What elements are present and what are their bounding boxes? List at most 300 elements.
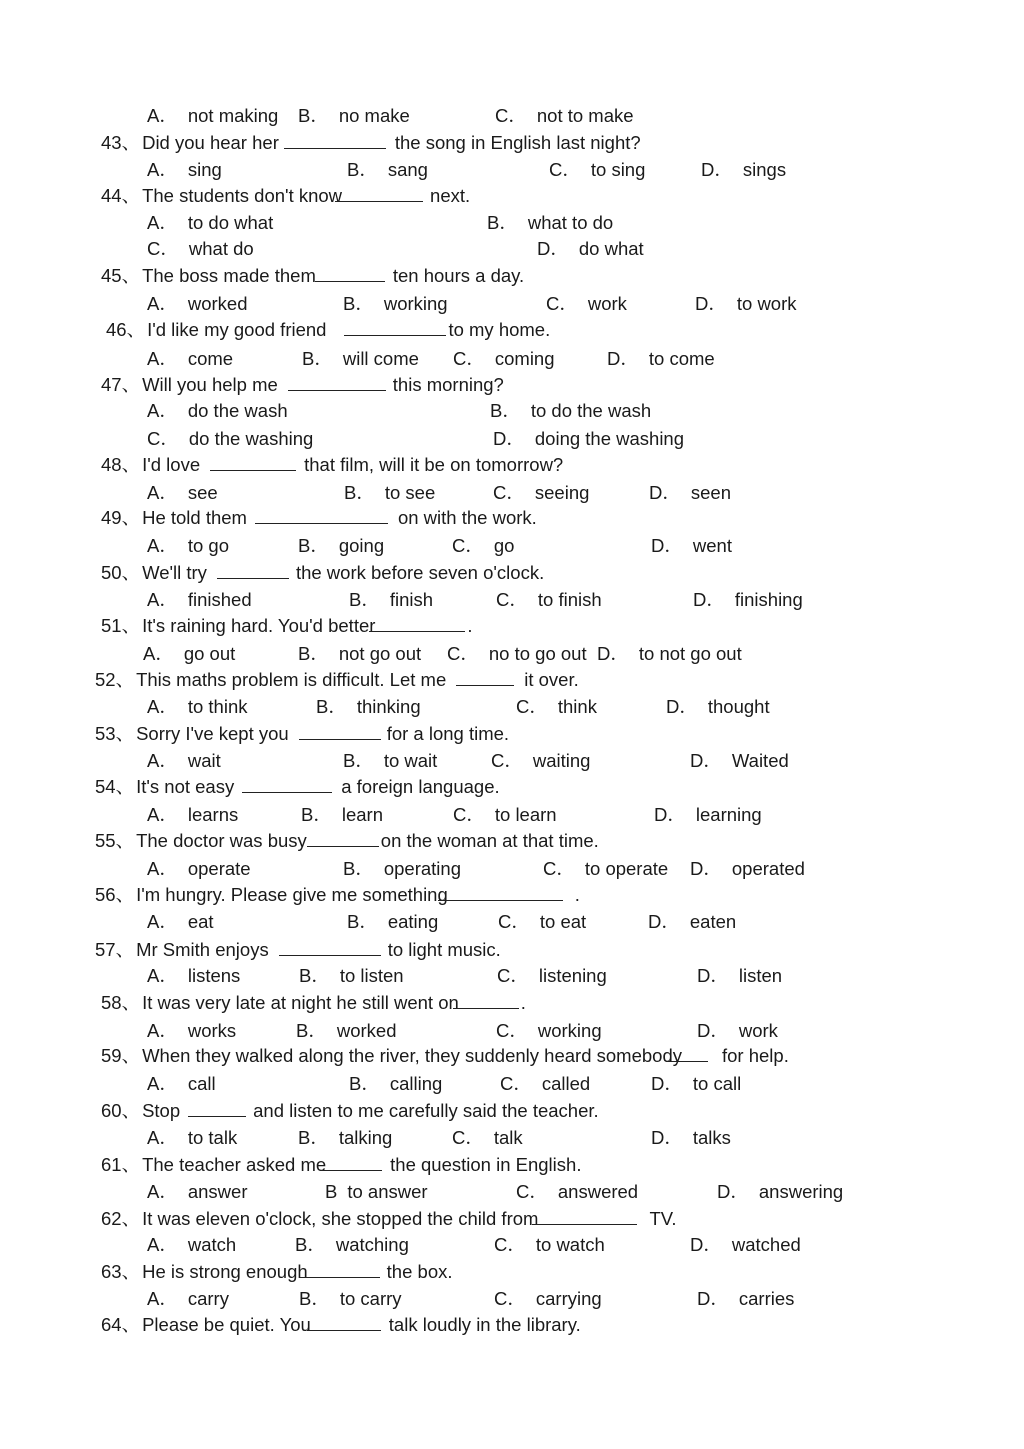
question-text xyxy=(95,666,579,693)
answer-option xyxy=(147,693,248,720)
question-number: 58、 xyxy=(101,992,141,1013)
option-text: called xyxy=(541,1073,591,1094)
question-number: 64、 xyxy=(101,1314,141,1335)
answer-option xyxy=(494,1231,605,1258)
answer-blank xyxy=(532,1207,637,1225)
answer-blank xyxy=(307,829,379,847)
option-text: seeing xyxy=(534,482,590,503)
question-text xyxy=(101,371,504,398)
option-text: operating xyxy=(383,858,461,879)
answer-option xyxy=(147,102,278,129)
answer-blank xyxy=(217,561,289,579)
option-text: watch xyxy=(187,1234,237,1255)
option-text: sings xyxy=(742,159,787,180)
option-letter: A． xyxy=(147,293,178,314)
answer-blank xyxy=(456,668,514,686)
option-letter: A． xyxy=(147,696,178,717)
answer-option xyxy=(147,1285,229,1312)
answer-option xyxy=(347,908,438,935)
answer-option xyxy=(347,156,428,183)
option-letter: A． xyxy=(143,643,174,664)
answer-option xyxy=(493,479,589,506)
question-stem-before: It was eleven o'clock, she stopped the child from xyxy=(142,1208,539,1229)
option-text: do the wash xyxy=(187,400,288,421)
option-text: no to go out xyxy=(488,643,587,664)
answer-option xyxy=(147,156,222,183)
question-stem-after: for help. xyxy=(721,1045,789,1066)
option-letter: B． xyxy=(349,589,380,610)
answer-option xyxy=(516,1178,638,1205)
answer-option xyxy=(498,908,586,935)
answer-option xyxy=(147,209,273,236)
answer-option xyxy=(537,235,644,262)
question-number: 48、 xyxy=(101,454,141,475)
option-letter: B． xyxy=(347,911,378,932)
option-letter: A． xyxy=(147,1288,178,1309)
option-letter: D． xyxy=(651,1073,683,1094)
question-text xyxy=(101,1311,581,1338)
answer-option xyxy=(543,855,668,882)
answer-blank xyxy=(210,453,296,471)
option-text: to not go out xyxy=(638,643,742,664)
answer-option xyxy=(147,1017,236,1044)
answer-option xyxy=(344,479,435,506)
question-stem-after: for a long time. xyxy=(386,723,510,744)
option-letter: D． xyxy=(537,238,569,259)
question-number: 55、 xyxy=(95,830,135,851)
question-number: 45、 xyxy=(101,265,141,286)
option-letter: C． xyxy=(452,535,484,556)
option-letter: C． xyxy=(516,1181,548,1202)
option-text: works xyxy=(187,1020,237,1041)
option-letter: A． xyxy=(147,750,178,771)
option-text: to do the wash xyxy=(530,400,652,421)
answer-option xyxy=(693,586,803,613)
question-text xyxy=(101,451,563,478)
answer-option xyxy=(717,1178,843,1205)
question-stem-after: the work before seven o'clock. xyxy=(295,562,545,583)
question-number: 50、 xyxy=(101,562,141,583)
question-number: 54、 xyxy=(95,776,135,797)
question-stem-after: talk loudly in the library. xyxy=(388,1314,581,1335)
option-letter: C． xyxy=(453,804,485,825)
option-text: sang xyxy=(387,159,428,180)
answer-option xyxy=(302,345,419,372)
option-letter: D． xyxy=(690,750,722,771)
option-letter: A． xyxy=(147,400,178,421)
answer-option xyxy=(651,1124,731,1151)
option-letter: D． xyxy=(651,535,683,556)
question-stem-before: I'm hungry. Please give me something xyxy=(136,884,448,905)
option-text: will come xyxy=(342,348,419,369)
question-stem-before: The doctor was busy xyxy=(136,830,307,851)
question-stem-after: that film, will it be on tomorrow? xyxy=(304,454,564,475)
option-text: eaten xyxy=(689,911,737,932)
answer-option xyxy=(648,908,736,935)
option-text: worked xyxy=(187,293,248,314)
question-stem-after: . xyxy=(467,615,473,636)
question-stem-before: Will you help me xyxy=(142,374,278,395)
answer-option xyxy=(295,1231,409,1258)
answer-option xyxy=(452,1124,523,1151)
answer-option xyxy=(147,586,252,613)
answer-option xyxy=(147,747,221,774)
option-text: learn xyxy=(341,804,383,825)
answer-blank xyxy=(438,883,563,901)
question-number: 62、 xyxy=(101,1208,141,1229)
option-text: to do what xyxy=(187,212,274,233)
question-stem-before: It's raining hard. You'd better xyxy=(142,615,376,636)
option-text: seen xyxy=(690,482,731,503)
question-text xyxy=(106,316,550,343)
question-stem-after: to my home. xyxy=(448,319,551,340)
answer-blank xyxy=(369,614,465,632)
option-text: wait xyxy=(187,750,221,771)
answer-blank xyxy=(335,184,423,202)
option-letter: A． xyxy=(147,212,178,233)
question-stem-after: TV. xyxy=(649,1208,677,1229)
option-text: finish xyxy=(389,589,434,610)
option-letter: A． xyxy=(147,1073,178,1094)
option-letter: D． xyxy=(607,348,639,369)
answer-blank xyxy=(344,318,446,336)
option-text: eating xyxy=(387,911,439,932)
option-letter: B． xyxy=(296,1020,327,1041)
answer-option xyxy=(147,908,214,935)
option-text: to listen xyxy=(339,965,404,986)
option-text: talks xyxy=(692,1127,731,1148)
question-number: 63、 xyxy=(101,1261,141,1282)
answer-option xyxy=(343,290,448,317)
option-letter: A． xyxy=(147,105,178,126)
option-letter: D． xyxy=(695,293,727,314)
option-letter: B． xyxy=(344,482,375,503)
option-text: call xyxy=(187,1073,216,1094)
option-text: to eat xyxy=(539,911,587,932)
question-stem-after: on with the work. xyxy=(397,507,537,528)
option-letter: D． xyxy=(649,482,681,503)
answer-blank xyxy=(307,1313,381,1331)
question-text xyxy=(101,129,641,156)
question-number: 44、 xyxy=(101,185,141,206)
option-letter: A． xyxy=(147,159,178,180)
answer-option xyxy=(491,747,590,774)
option-letter: C． xyxy=(497,965,529,986)
option-letter: C． xyxy=(447,643,479,664)
option-letter: D． xyxy=(697,1020,729,1041)
answer-option xyxy=(493,425,684,452)
question-stem-before: It was very late at night he still went on xyxy=(142,992,459,1013)
option-text: not making xyxy=(187,105,279,126)
option-text: to sing xyxy=(590,159,646,180)
option-letter: A． xyxy=(147,1020,178,1041)
answer-option xyxy=(690,855,805,882)
question-stem-before: Did you hear her xyxy=(142,132,279,153)
option-letter: A． xyxy=(147,804,178,825)
option-letter: C． xyxy=(491,750,523,771)
answer-option xyxy=(697,1017,778,1044)
option-letter: B． xyxy=(302,348,333,369)
option-letter: B xyxy=(325,1181,338,1202)
option-letter: D． xyxy=(693,589,725,610)
option-letter: C． xyxy=(496,589,528,610)
answer-option xyxy=(516,693,597,720)
option-letter: C． xyxy=(516,696,548,717)
option-letter: A． xyxy=(147,535,178,556)
answer-option xyxy=(500,1070,590,1097)
answer-option xyxy=(487,209,613,236)
answer-blank xyxy=(300,1260,380,1278)
answer-option xyxy=(597,640,742,667)
option-text: going xyxy=(338,535,385,556)
option-letter: C． xyxy=(147,238,179,259)
question-stem-before: When they walked along the river, they suddenly heard somebody xyxy=(142,1045,682,1066)
option-letter: B． xyxy=(301,804,332,825)
answer-option xyxy=(490,397,651,424)
option-text: eat xyxy=(187,911,214,932)
answer-option xyxy=(697,962,782,989)
answer-option xyxy=(349,586,433,613)
option-letter: C． xyxy=(543,858,575,879)
option-text: to wait xyxy=(383,750,438,771)
option-letter: C． xyxy=(546,293,578,314)
option-letter: C． xyxy=(453,348,485,369)
option-text: worked xyxy=(336,1020,397,1041)
option-letter: C． xyxy=(494,1234,526,1255)
option-letter: C． xyxy=(147,428,179,449)
answer-option xyxy=(147,479,218,506)
option-text: thinking xyxy=(356,696,421,717)
option-letter: A． xyxy=(147,1234,178,1255)
option-letter: D． xyxy=(651,1127,683,1148)
question-text xyxy=(101,182,470,209)
option-letter: B． xyxy=(490,400,521,421)
option-text: Waited xyxy=(731,750,789,771)
option-letter: B． xyxy=(298,535,329,556)
answer-option xyxy=(147,801,238,828)
answer-option xyxy=(651,1070,741,1097)
answer-blank xyxy=(315,264,385,282)
question-number: 52、 xyxy=(95,669,135,690)
answer-option xyxy=(147,425,313,452)
question-stem-after: and listen to me carefully said the teacher. xyxy=(253,1100,599,1121)
option-letter: A． xyxy=(147,482,178,503)
answer-option xyxy=(690,1231,801,1258)
option-letter: D． xyxy=(697,965,729,986)
option-text: waiting xyxy=(532,750,591,771)
answer-option xyxy=(147,962,240,989)
option-letter: D． xyxy=(597,643,629,664)
question-stem-after: on the woman at that time. xyxy=(380,830,599,851)
question-stem-after: a foreign language. xyxy=(341,776,500,797)
option-text: carry xyxy=(187,1288,229,1309)
answer-option xyxy=(651,532,732,559)
option-text: operate xyxy=(187,858,251,879)
option-text: finished xyxy=(187,589,252,610)
answer-option xyxy=(452,532,514,559)
option-letter: D． xyxy=(690,1234,722,1255)
question-text xyxy=(101,1205,677,1232)
option-letter: A． xyxy=(147,589,178,610)
question-number: 43、 xyxy=(101,132,141,153)
answer-option xyxy=(695,290,797,317)
option-text: talking xyxy=(338,1127,393,1148)
option-text: carrying xyxy=(535,1288,602,1309)
option-letter: D． xyxy=(654,804,686,825)
option-text: calling xyxy=(389,1073,443,1094)
option-text: listen xyxy=(738,965,783,986)
answer-option xyxy=(147,345,233,372)
question-stem-before: It's not easy xyxy=(136,776,235,797)
question-number: 57、 xyxy=(95,939,135,960)
option-text: doing the washing xyxy=(534,428,685,449)
option-letter: B． xyxy=(349,1073,380,1094)
answer-option xyxy=(147,855,251,882)
question-text xyxy=(95,936,501,963)
option-letter: B． xyxy=(299,965,330,986)
answer-option xyxy=(453,345,555,372)
answer-blank xyxy=(284,131,386,149)
question-text xyxy=(101,262,524,289)
option-letter: C． xyxy=(495,105,527,126)
option-text: sing xyxy=(187,159,222,180)
answer-option xyxy=(147,1124,237,1151)
question-number: 56、 xyxy=(95,884,135,905)
option-letter: D． xyxy=(648,911,680,932)
question-stem-after: the box. xyxy=(386,1261,453,1282)
option-letter: A． xyxy=(147,1181,178,1202)
answer-option xyxy=(147,1178,247,1205)
option-letter: B． xyxy=(343,293,374,314)
answer-option xyxy=(298,532,384,559)
option-text: learns xyxy=(187,804,239,825)
question-number: 59、 xyxy=(101,1045,141,1066)
option-text: to call xyxy=(692,1073,742,1094)
question-number: 53、 xyxy=(95,723,135,744)
option-text: go xyxy=(493,535,515,556)
question-text xyxy=(95,827,599,854)
option-letter: C． xyxy=(496,1020,528,1041)
answer-option xyxy=(549,156,645,183)
question-stem-after: this morning? xyxy=(392,374,504,395)
question-stem-before: The boss made them xyxy=(142,265,316,286)
option-text: to carry xyxy=(339,1288,402,1309)
option-text: do what xyxy=(578,238,644,259)
option-letter: B． xyxy=(299,1288,330,1309)
option-text: what do xyxy=(188,238,254,259)
answer-option xyxy=(649,479,731,506)
option-text: come xyxy=(187,348,234,369)
option-letter: A． xyxy=(147,1127,178,1148)
question-text xyxy=(95,881,580,908)
answer-option xyxy=(299,962,404,989)
option-letter: A． xyxy=(147,965,178,986)
answer-option xyxy=(147,532,229,559)
answer-option xyxy=(496,586,602,613)
answer-blank xyxy=(299,722,381,740)
option-letter: D． xyxy=(697,1288,729,1309)
question-stem-before: He told them xyxy=(142,507,247,528)
option-letter: D． xyxy=(493,428,525,449)
option-text: listens xyxy=(187,965,241,986)
option-letter: C． xyxy=(494,1288,526,1309)
answer-option xyxy=(325,1178,428,1205)
option-text: not to make xyxy=(536,105,634,126)
option-text: to watch xyxy=(535,1234,605,1255)
answer-blank xyxy=(188,1099,246,1117)
option-text: answer xyxy=(187,1181,248,1202)
answer-option xyxy=(697,1285,794,1312)
option-text: coming xyxy=(494,348,555,369)
option-letter: A． xyxy=(147,858,178,879)
option-letter: C． xyxy=(498,911,530,932)
option-letter: B． xyxy=(295,1234,326,1255)
answer-blank xyxy=(279,938,381,956)
answer-option xyxy=(301,801,383,828)
question-text xyxy=(101,1097,599,1124)
answer-blank xyxy=(255,506,388,524)
option-text: go out xyxy=(183,643,236,664)
option-letter: D． xyxy=(690,858,722,879)
question-stem-after: the song in English last night? xyxy=(394,132,641,153)
option-text: to operate xyxy=(584,858,669,879)
answer-option xyxy=(497,962,607,989)
option-text: no make xyxy=(338,105,410,126)
answer-option xyxy=(701,156,786,183)
question-text xyxy=(101,612,473,639)
option-letter: D． xyxy=(701,159,733,180)
option-text: work xyxy=(738,1020,778,1041)
answer-option xyxy=(147,1231,236,1258)
option-text: to learn xyxy=(494,804,557,825)
question-stem-before: Mr Smith enjoys xyxy=(136,939,269,960)
option-text: finishing xyxy=(734,589,803,610)
option-text: to think xyxy=(187,696,248,717)
answer-option xyxy=(143,640,235,667)
option-text: carries xyxy=(738,1288,795,1309)
option-text: answered xyxy=(557,1181,639,1202)
option-text: watched xyxy=(731,1234,801,1255)
answer-option xyxy=(299,1285,402,1312)
option-text: working xyxy=(383,293,448,314)
question-number: 60、 xyxy=(101,1100,141,1121)
question-number: 61、 xyxy=(101,1154,141,1175)
option-text: thought xyxy=(707,696,770,717)
answer-option xyxy=(690,747,789,774)
option-text: to come xyxy=(648,348,715,369)
answer-option xyxy=(496,1017,602,1044)
question-stem-after: to light music. xyxy=(387,939,501,960)
answer-option xyxy=(147,235,254,262)
option-letter: A． xyxy=(147,348,178,369)
option-text: to go xyxy=(187,535,229,556)
answer-blank xyxy=(288,373,386,391)
option-text: listening xyxy=(538,965,607,986)
question-stem-after: it over. xyxy=(524,669,579,690)
option-letter: D． xyxy=(666,696,698,717)
question-text xyxy=(95,720,509,747)
option-text: not go out xyxy=(338,643,422,664)
answer-option xyxy=(654,801,762,828)
answer-option xyxy=(147,1070,216,1097)
option-text: learning xyxy=(695,804,762,825)
option-letter: B． xyxy=(343,750,374,771)
question-number: 51、 xyxy=(101,615,141,636)
question-text xyxy=(101,989,526,1016)
answer-option xyxy=(495,102,634,129)
option-text: working xyxy=(537,1020,602,1041)
question-stem-before: I'd like my good friend xyxy=(147,319,327,340)
